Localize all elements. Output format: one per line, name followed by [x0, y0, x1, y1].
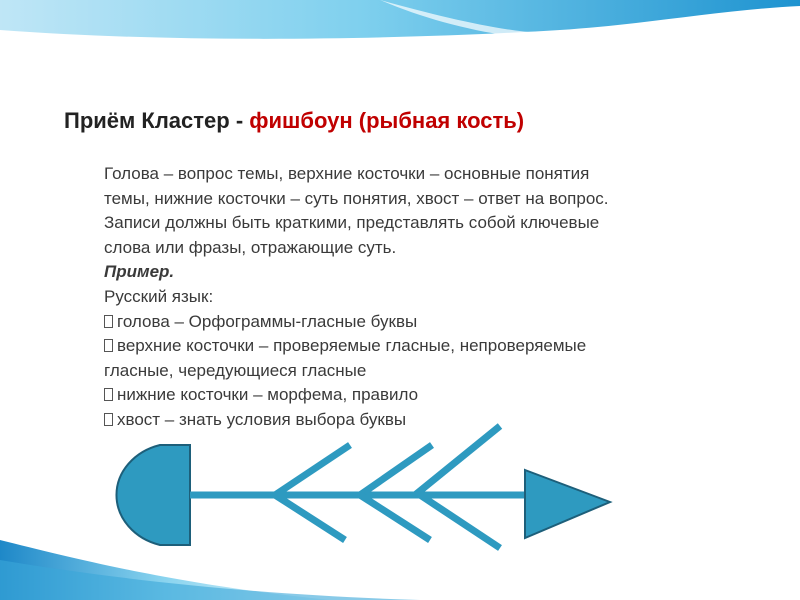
title-prefix: Приём Кластер -	[64, 108, 250, 133]
bullet-continuation: гласные, чередующиеся гласные	[104, 360, 367, 380]
bullet-box-icon	[104, 315, 113, 328]
body-text	[104, 162, 744, 433]
bullet-text: нижние косточки – морфема, правило	[117, 385, 419, 405]
lower-bone	[360, 495, 430, 540]
paragraph-line: Голова – вопрос темы, верхние косточки – основные понятия	[104, 164, 590, 183]
bullet-box-icon	[104, 339, 113, 352]
bullet-item-head	[104, 310, 744, 335]
bullet-text: голова – Орфограммы-гласные буквы	[117, 311, 418, 331]
lower-bone	[275, 495, 345, 540]
paragraph-line: темы, нижние косточки – суть понятия, хвост – ответ на вопрос.	[104, 188, 609, 208]
subject-line: Русский язык:	[104, 286, 214, 306]
bottom-wave-decoration	[0, 540, 800, 600]
bullet-box-icon	[104, 388, 113, 401]
example-label: Пример.	[104, 262, 175, 282]
upper-bone	[415, 426, 500, 495]
upper-bone	[275, 445, 350, 495]
fish-tail-icon	[525, 470, 610, 538]
bullet-item-upper-bones	[104, 334, 744, 359]
fish-head-icon	[116, 445, 190, 545]
paragraph-line: Записи должны быть краткими, представлять собой ключевые	[104, 213, 600, 233]
top-wave-decoration	[0, 0, 800, 50]
title-accent: фишбоун (рыбная кость)	[249, 108, 525, 133]
bullet-text: верхние косточки – проверяемые гласные, непроверяемые	[117, 336, 587, 356]
slide-title	[64, 108, 764, 134]
bullet-text: хвост – знать условия выбора буквы	[117, 409, 407, 429]
paragraph-line: слова или фразы, отражающие суть.	[104, 237, 397, 257]
upper-bones	[275, 426, 500, 495]
bullet-item-lower-bones	[104, 383, 744, 408]
